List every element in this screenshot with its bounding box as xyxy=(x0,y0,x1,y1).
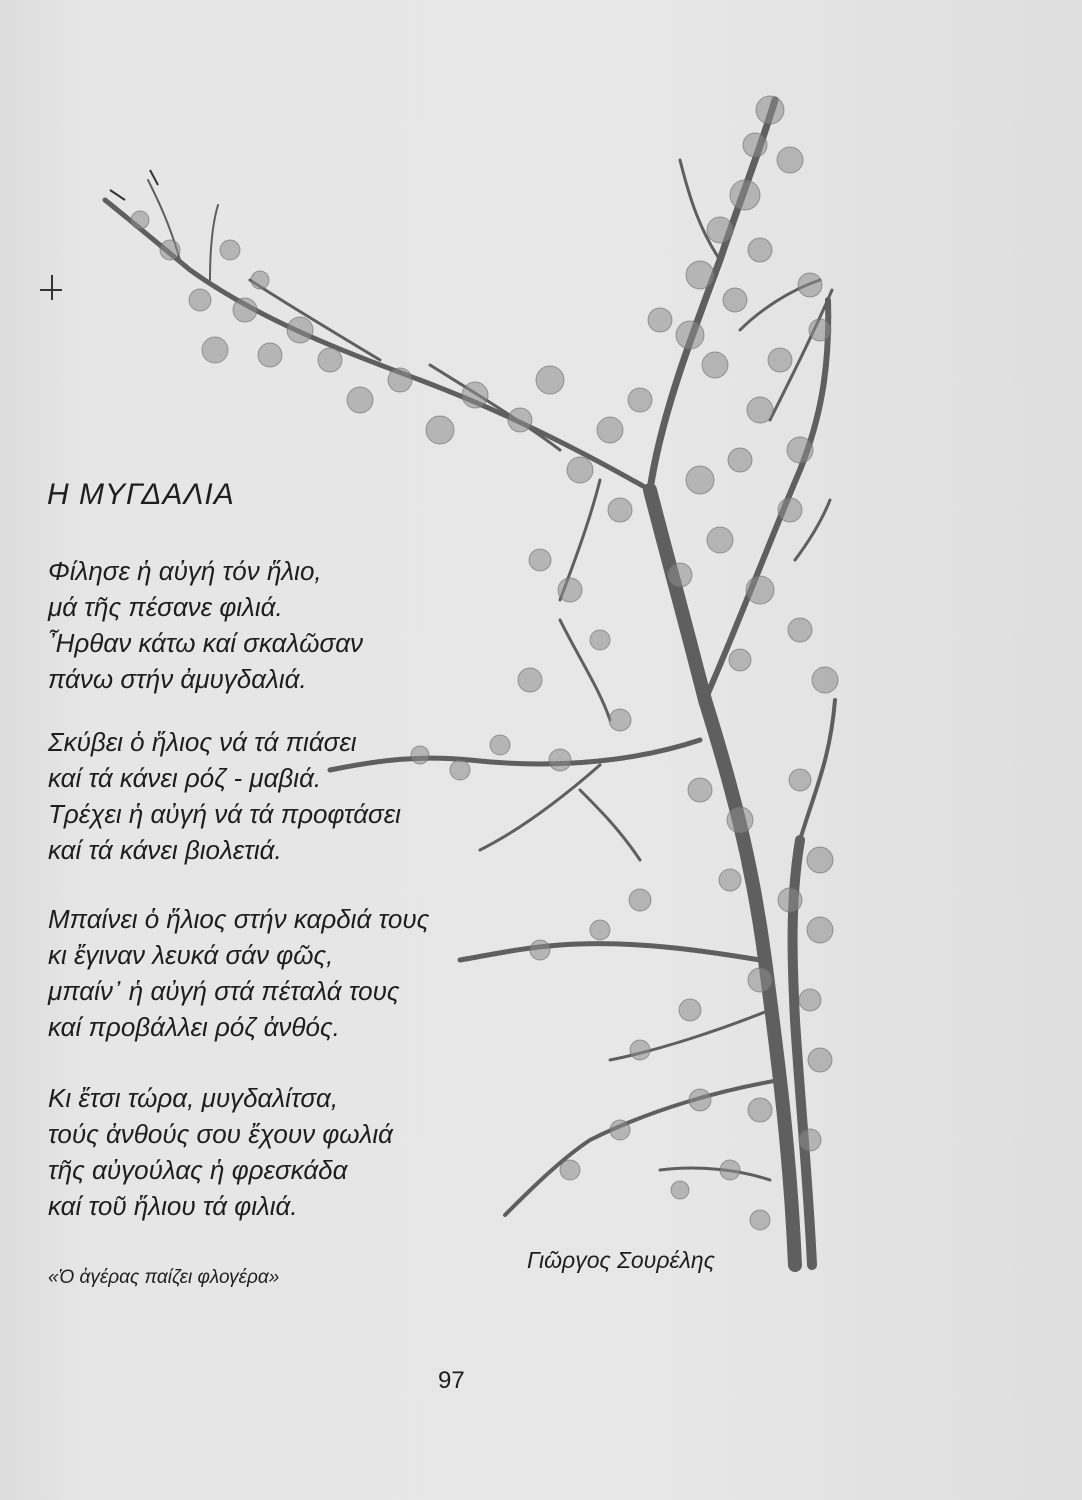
verse-line: τῆς αὐγούλας ἡ φρεσκάδα xyxy=(48,1155,348,1185)
verse-line: καί τοῦ ἥλιου τά φιλιά. xyxy=(48,1191,298,1221)
verse-line: Μπαίνει ὁ ἥλιος στήν καρδιά τους xyxy=(48,904,430,934)
verse-line: πάνω στήν ἀμυγδαλιά. xyxy=(48,664,307,694)
verse-line: Σκύβει ὁ ἥλιος νά τά πιάσει xyxy=(48,727,357,757)
verse-line: Φίλησε ἡ αὐγή τόν ἥλιο, xyxy=(48,556,322,586)
stanza-3 xyxy=(48,901,429,1045)
verse-line: κι ἔγιναν λευκά σάν φῶς, xyxy=(48,940,334,970)
verse-line: μπαίν᾿ ἡ αὐγή στά πέταλά τους xyxy=(48,976,400,1006)
poem-source: «Ὁ ἀγέρας παίζει φλογέρα» xyxy=(48,1267,280,1288)
verse-line: μά τῆς πέσανε φιλιά. xyxy=(48,592,283,622)
verse-line: Τρέχει ἡ αὐγή νά τά προφτάσει xyxy=(48,799,401,829)
verse-line: καί τά κάνει ρόζ - μαβιά. xyxy=(48,763,322,793)
verse-line: καί προβάλλει ρόζ ἀνθός. xyxy=(48,1012,340,1042)
poem-author: Γιῶργος Σουρέλης xyxy=(527,1247,715,1273)
verse-line: Ἦρθαν κάτω καί σκαλῶσαν xyxy=(48,628,364,658)
verse-line: Κι ἔτσι τώρα, μυγδαλίτσα, xyxy=(48,1083,339,1113)
verse-line: τούς ἀνθούς σου ἔχουν φωλιά xyxy=(48,1119,393,1149)
stanza-4 xyxy=(48,1080,393,1224)
verse-line: καί τά κάνει βιολετιά. xyxy=(48,835,282,865)
page-number: 97 xyxy=(438,1367,465,1394)
stanza-1 xyxy=(48,553,363,697)
stanza-2 xyxy=(48,724,401,868)
poem-title: Η ΜΥΓΔΑΛΙΑ xyxy=(47,478,235,511)
